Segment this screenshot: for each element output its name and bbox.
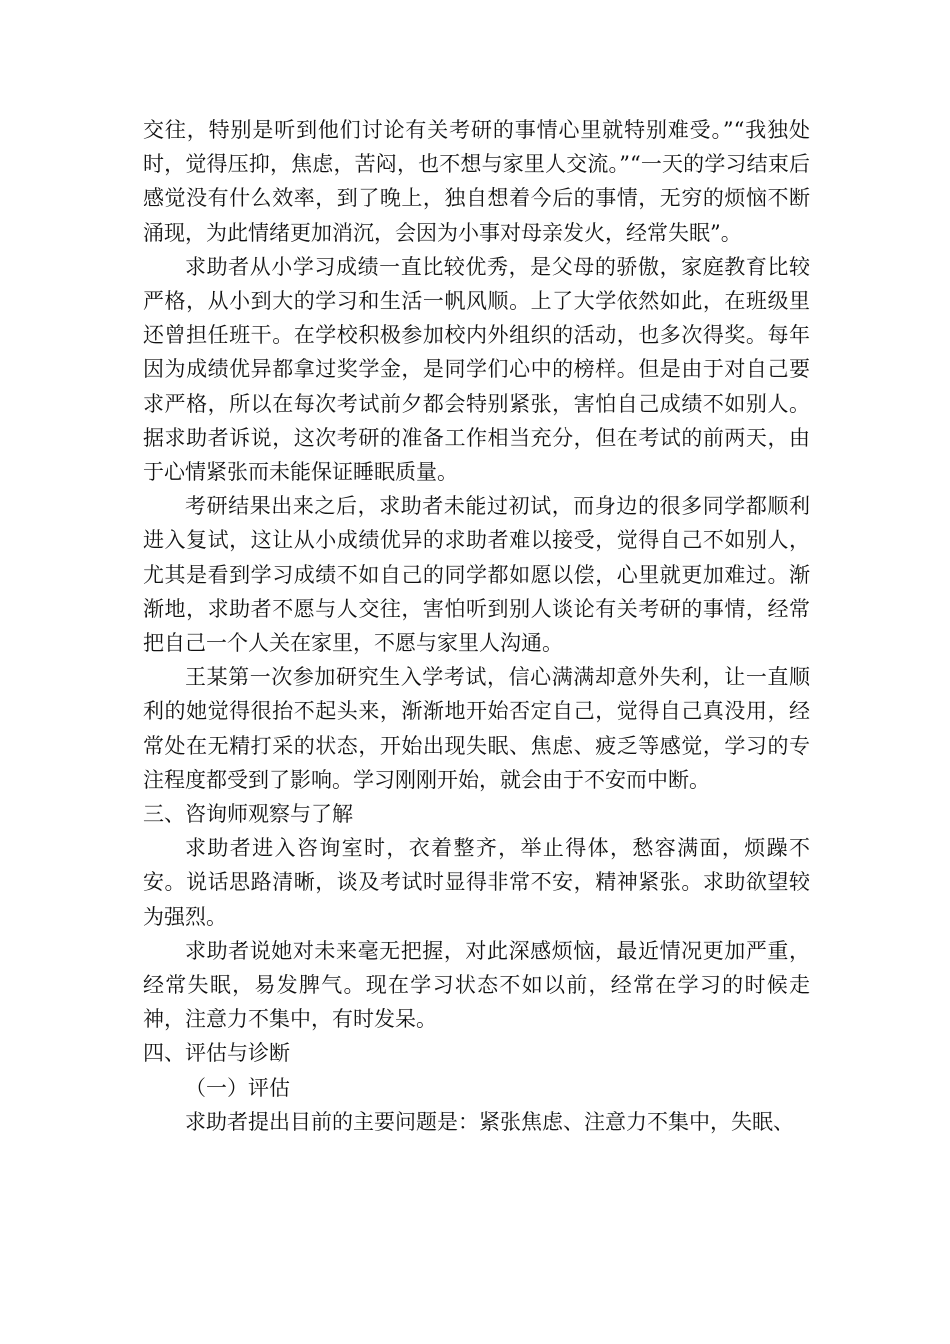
section-heading-assessment: 四、评估与诊断: [143, 1041, 290, 1066]
paragraph-counseling-room: 求助者进入咨询室时，衣着整齐，举止得体，愁容满面，烦躁不安。说话思路清晰，谈及考试时显得非常不安，精神紧张。求助欲望较为强烈。: [143, 836, 810, 929]
paragraph-family-background: 求助者从小学习成绩一直比较优秀，是父母的骄傲，家庭教育比较严格，从小到大的学习和生活一帆风顺。上了大学依然如此，在班级里还曾担任班干。在学校积极参加校内外组织的活动，也多次得奖。每年因为成绩优异都拿过奖学金，是同学们心中的榜样。但是由于对自己要求严格，所以在每次考试前夕都会特别紧张，害怕自己成绩不如别人。据求助者诉说，这次考研的准备工作相当充分，但在考试的前两天，由于心情紧张而未能保证睡眠质量。: [143, 254, 810, 485]
paragraph-wang-first-exam: 王某第一次参加研究生入学考试，信心满满却意外失利，让一直顺利的她觉得很抬不起头来，渐渐地开始否定自己，觉得自己真没用，经常处在无精打采的状态，开始出现失眠、焦虑、疲乏等感觉，学习的专注程度都受到了影响。学习刚刚开始，就会由于不安而中断。: [143, 665, 810, 792]
section-heading-observation: 三、咨询师观察与了解: [143, 802, 353, 827]
paragraph-exam-result: 考研结果出来之后，求助者未能过初试，而身边的很多同学都顺利进入复试，这让从小成绩优异的求助者难以接受，觉得自己不如别人，尤其是看到学习成绩不如自己的同学都如愿以偿，心里就更加难过。渐渐地，求助者不愿与人交往，害怕听到别人谈论有关考研的事情，经常把自己一个人关在家里，不愿与家里人沟通。: [143, 494, 810, 656]
subsection-heading-evaluation: （一）评估: [185, 1075, 290, 1100]
document-page: [143, 113, 810, 1139]
paragraph-continuation: 交往，特别是听到他们讨论有关考研的事情心里就特别难受。”“我独处时，觉得压抑，焦虑，苦闷，也不想与家里人交流。”“一天的学习结束后感觉没有什么效率，到了晚上，独自想着今后的事情，无穷的烦恼不断涌现，为此情绪更加消沉，会因为小事对母亲发火，经常失眠”。: [143, 118, 810, 245]
paragraph-main-problems: 求助者提出目前的主要问题是：紧张焦虑、注意力不集中，失眠、: [185, 1109, 794, 1134]
paragraph-future-worry: 求助者说她对未来毫无把握，对此深感烦恼，最近情况更加严重，经常失眠，易发脾气。现在学习状态不如以前，经常在学习的时候走神，注意力不集中，有时发呆。: [143, 938, 810, 1032]
